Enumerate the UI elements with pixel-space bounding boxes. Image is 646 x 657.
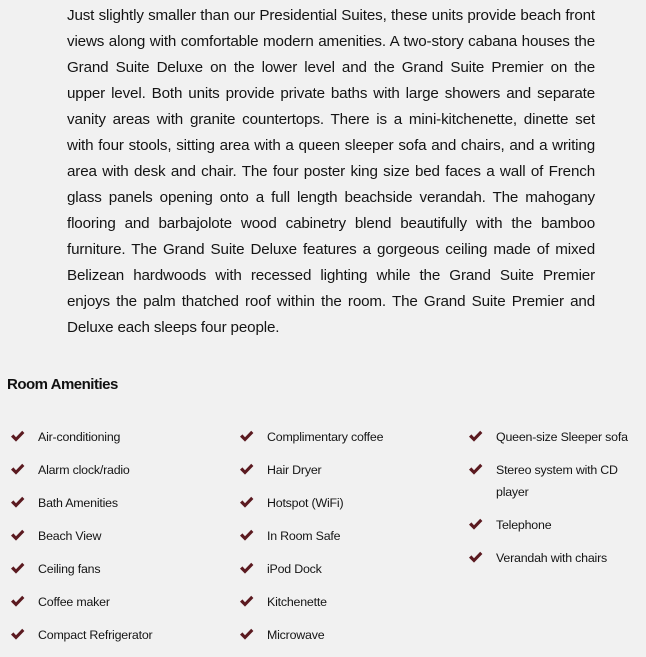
- amenity-item: [239, 558, 439, 580]
- amenity-item: [468, 547, 646, 569]
- amenity-label: Telephone: [496, 518, 552, 532]
- amenities-column-1: [10, 426, 210, 657]
- amenity-label: Alarm clock/radio: [38, 463, 130, 477]
- amenity-label: In Room Safe: [267, 529, 341, 543]
- check-icon: [10, 529, 25, 542]
- amenities-column-2: [239, 426, 439, 657]
- check-icon: [239, 463, 254, 476]
- check-icon: [239, 529, 254, 542]
- amenity-item: [239, 459, 439, 481]
- check-icon: [468, 551, 483, 564]
- check-icon: [468, 463, 483, 476]
- amenity-item: [468, 514, 646, 536]
- amenity-label: Hair Dryer: [267, 463, 322, 477]
- amenity-item: [10, 558, 210, 580]
- amenity-item: [10, 591, 210, 613]
- amenity-item: [10, 426, 210, 448]
- check-icon: [10, 562, 25, 575]
- amenity-label: Stereo system with CD player: [496, 463, 618, 499]
- check-icon: [468, 430, 483, 443]
- amenity-item: [468, 426, 646, 448]
- amenities-heading: Room Amenities: [7, 376, 118, 393]
- amenity-label: Queen-size Sleeper sofa: [496, 430, 628, 444]
- amenity-label: Hotspot (WiFi): [267, 496, 344, 510]
- check-icon: [10, 463, 25, 476]
- amenity-label: Microwave: [267, 628, 325, 642]
- room-description: Just slightly smaller than our Presidential Suites, these units provide beach front views along with comfortable modern amenities. A two-story cabana houses the Grand Suite Deluxe on the lower level and the Grand Suite Premier on the upper level. Both units provide private baths with large showers and separate vanity areas with granite countertops. There is a mini-kitchenette, dinette set with four stools, sitting area with a queen sleeper sofa and chairs, and a writing area with desk and chair. The four poster king size bed faces a wall of French glass panels opening onto a full length beachside verandah. The mahogany flooring and barbajolote wood cabinetry blend beautifully with the bamboo furniture. The Grand Suite Deluxe features a gorgeous ceiling made of mixed Belizean hardwoods with recessed lighting while the Grand Suite Premier enjoys the palm thatched roof within the room. The Grand Suite Premier and Deluxe each sleeps four people.: [67, 7, 595, 336]
- check-icon: [10, 430, 25, 443]
- check-icon: [10, 496, 25, 509]
- check-icon: [10, 595, 25, 608]
- amenity-label: Complimentary coffee: [267, 430, 384, 444]
- check-icon: [239, 496, 254, 509]
- check-icon: [239, 628, 254, 641]
- check-icon: [239, 430, 254, 443]
- amenity-item: [10, 492, 210, 514]
- check-icon: [10, 628, 25, 641]
- amenities-column-3: [468, 426, 646, 580]
- amenity-label: Coffee maker: [38, 595, 110, 609]
- amenity-item: [239, 591, 439, 613]
- amenity-label: Kitchenette: [267, 595, 327, 609]
- amenity-item: [239, 525, 439, 547]
- amenity-label: Ceiling fans: [38, 562, 101, 576]
- amenity-item: [10, 525, 210, 547]
- amenity-item: [10, 459, 210, 481]
- amenity-label: Bath Amenities: [38, 496, 118, 510]
- amenity-label: Air-conditioning: [38, 430, 121, 444]
- amenity-item: [468, 459, 646, 503]
- check-icon: [239, 562, 254, 575]
- amenity-item: [239, 624, 439, 646]
- amenity-label: Compact Refrigerator: [38, 628, 153, 642]
- amenity-label: iPod Dock: [267, 562, 322, 576]
- amenity-label: Verandah with chairs: [496, 551, 608, 565]
- amenity-label: Beach View: [38, 529, 102, 543]
- amenity-item: [10, 624, 210, 646]
- check-icon: [239, 595, 254, 608]
- amenity-item: [239, 492, 439, 514]
- check-icon: [468, 518, 483, 531]
- amenity-item: [239, 426, 439, 448]
